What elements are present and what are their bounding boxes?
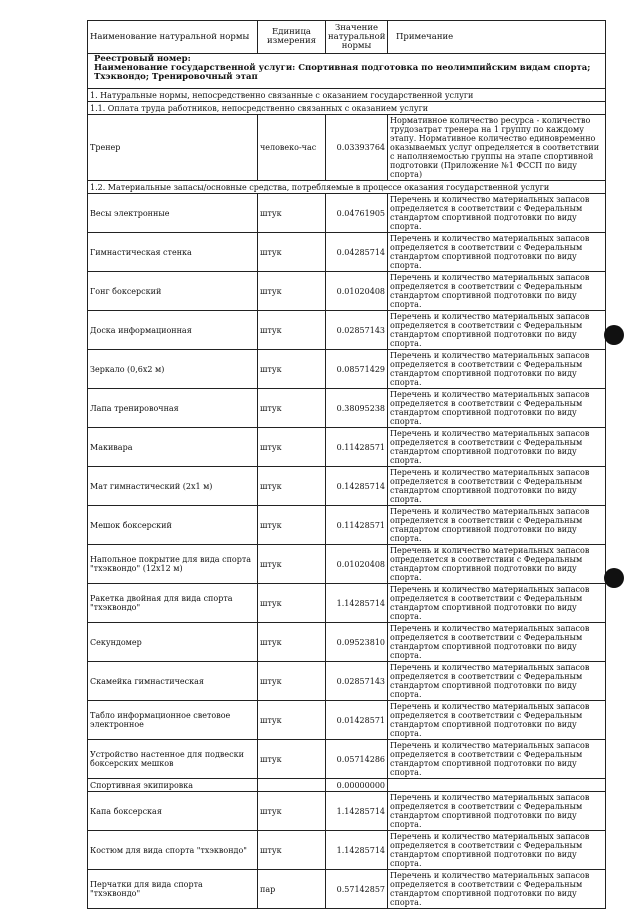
table-row xyxy=(88,194,606,233)
item-unit: штук xyxy=(258,233,326,272)
item-value: 1.14285714 xyxy=(326,584,388,623)
item-unit: штук xyxy=(258,428,326,467)
item-name: Напольное покрытие для вида спорта "тхэквондо" (12х12 м) xyxy=(88,545,258,584)
item-note: Перечень и количество материальных запасов определяется в соответствии с Федеральным стандартом спортивной подготовки по виду спорта. xyxy=(388,623,606,662)
item-note: Перечень и количество материальных запасов определяется в соответствии с Федеральным стандартом спортивной подготовки по виду спорта. xyxy=(388,311,606,350)
service-cell xyxy=(88,54,606,89)
item-value: 0.11428571 xyxy=(326,506,388,545)
item-name: Весы электронные xyxy=(88,194,258,233)
item-unit: штук xyxy=(258,467,326,506)
item-value: 1.14285714 xyxy=(326,792,388,831)
item-name: Ракетка двойная для вида спорта "тхэквондо" xyxy=(88,584,258,623)
item-value: 0.09523810 xyxy=(326,623,388,662)
trainer-name: Тренер xyxy=(88,115,258,181)
item-note: Перечень и количество материальных запасов определяется в соответствии с Федеральным стандартом спортивной подготовки по виду спорта. xyxy=(388,194,606,233)
table-row xyxy=(88,428,606,467)
item-value: 0.57142857 xyxy=(326,870,388,909)
section-1-2-title: 1.2. Материальные запасы/основные средства, потребляемые в процессе оказания государственной услуги xyxy=(88,181,606,194)
registry-number: Реестровый номер: xyxy=(94,54,191,64)
item-note: Перечень и количество материальных запасов определяется в соответствии с Федеральным стандартом спортивной подготовки по виду спорта. xyxy=(388,428,606,467)
item-note: Перечень и количество материальных запасов определяется в соответствии с Федеральным стандартом спортивной подготовки по виду спорта. xyxy=(388,233,606,272)
item-value: 0.01428571 xyxy=(326,701,388,740)
equipment-name: Спортивная экипировка xyxy=(88,779,258,792)
item-value: 0.05714286 xyxy=(326,740,388,779)
trainer-row xyxy=(88,115,606,181)
item-unit: штук xyxy=(258,311,326,350)
equipment-row xyxy=(88,779,606,792)
item-note: Перечень и количество материальных запасов определяется в соответствии с Федеральным стандартом спортивной подготовки по виду спорта. xyxy=(388,584,606,623)
item-note: Перечень и количество материальных запасов определяется в соответствии с Федеральным стандартом спортивной подготовки по виду спорта. xyxy=(388,506,606,545)
section-row xyxy=(88,181,606,194)
item-unit: штук xyxy=(258,506,326,545)
table-header-row xyxy=(88,21,606,54)
item-name: Перчатки для вида спорта "тхэквондо" xyxy=(88,870,258,909)
section-1-1-title: 1.1. Оплата труда работников, непосредственно связанных с оказанием услуги xyxy=(88,102,606,115)
item-value: 0.14285714 xyxy=(326,467,388,506)
item-unit: штук xyxy=(258,272,326,311)
service-row xyxy=(88,54,606,89)
item-name: Гимнастическая стенка xyxy=(88,233,258,272)
item-note: Перечень и количество материальных запасов определяется в соответствии с Федеральным стандартом спортивной подготовки по виду спорта. xyxy=(388,792,606,831)
trainer-note: Нормативное количество ресурса - количество трудозатрат тренера на 1 группу по каждому этапу. Нормативное количество единовременно оказываемых услуг определяется в соответствии с наполняемостью группы на этапе спортивной подготовки (Приложение №1 ФССП по виду спорта) xyxy=(388,115,606,181)
equipment-note xyxy=(388,779,606,792)
item-name: Макивара xyxy=(88,428,258,467)
item-name: Мат гимнастический (2х1 м) xyxy=(88,467,258,506)
item-name: Доска информационная xyxy=(88,311,258,350)
item-note: Перечень и количество материальных запасов определяется в соответствии с Федеральным стандартом спортивной подготовки по виду спорта. xyxy=(388,389,606,428)
item-name: Лапа тренировочная xyxy=(88,389,258,428)
item-value: 0.11428571 xyxy=(326,428,388,467)
item-unit: штук xyxy=(258,701,326,740)
table-row xyxy=(88,350,606,389)
service-name: Наименование государственной услуги: Спортивная подготовка по неолимпийским видам спорта; Тхэквондо; Тренировочный этап xyxy=(94,63,591,82)
table-row xyxy=(88,701,606,740)
table-row xyxy=(88,870,606,909)
item-value: 0.02857143 xyxy=(326,662,388,701)
item-value: 0.04285714 xyxy=(326,233,388,272)
trainer-value: 0.03393764 xyxy=(326,115,388,181)
equipment-value: 0.00000000 xyxy=(326,779,388,792)
header-value: Значение натуральной нормы xyxy=(326,21,388,54)
item-note: Перечень и количество материальных запасов определяется в соответствии с Федеральным стандартом спортивной подготовки по виду спорта. xyxy=(388,662,606,701)
item-name: Скамейка гимнастическая xyxy=(88,662,258,701)
item-note: Перечень и количество материальных запасов определяется в соответствии с Федеральным стандартом спортивной подготовки по виду спорта. xyxy=(388,272,606,311)
item-unit: пар xyxy=(258,870,326,909)
item-note: Перечень и количество материальных запасов определяется в соответствии с Федеральным стандартом спортивной подготовки по виду спорта. xyxy=(388,831,606,870)
item-unit: штук xyxy=(258,194,326,233)
table-row xyxy=(88,792,606,831)
header-note: Примечание xyxy=(388,21,606,54)
item-name: Гонг боксерский xyxy=(88,272,258,311)
item-note: Перечень и количество материальных запасов определяется в соответствии с Федеральным стандартом спортивной подготовки по виду спорта. xyxy=(388,545,606,584)
table-row xyxy=(88,623,606,662)
trainer-unit: человеко-час xyxy=(258,115,326,181)
table-row xyxy=(88,740,606,779)
table-row xyxy=(88,311,606,350)
section-1-title: 1. Натуральные нормы, непосредственно связанные с оказанием государственной услуги xyxy=(88,89,606,102)
table-row xyxy=(88,233,606,272)
item-unit: штук xyxy=(258,831,326,870)
table-row xyxy=(88,272,606,311)
item-unit: штук xyxy=(258,389,326,428)
item-name: Мешок боксерский xyxy=(88,506,258,545)
equipment-unit xyxy=(258,779,326,792)
natural-norms-table xyxy=(87,20,606,909)
punch-hole-mark xyxy=(604,568,624,588)
item-value: 0.08571429 xyxy=(326,350,388,389)
item-note: Перечень и количество материальных запасов определяется в соответствии с Федеральным стандартом спортивной подготовки по виду спорта. xyxy=(388,701,606,740)
item-unit: штук xyxy=(258,792,326,831)
section-row xyxy=(88,102,606,115)
header-unit: Единица измерения xyxy=(258,21,326,54)
table-row xyxy=(88,545,606,584)
item-unit: штук xyxy=(258,584,326,623)
table-row xyxy=(88,506,606,545)
header-name: Наименование натуральной нормы xyxy=(88,21,258,54)
item-unit: штук xyxy=(258,545,326,584)
item-unit: штук xyxy=(258,350,326,389)
item-value: 1.14285714 xyxy=(326,831,388,870)
item-note: Перечень и количество материальных запасов определяется в соответствии с Федеральным стандартом спортивной подготовки по виду спорта. xyxy=(388,467,606,506)
item-value: 0.38095238 xyxy=(326,389,388,428)
table-row xyxy=(88,584,606,623)
item-name: Устройство настенное для подвески боксерских мешков xyxy=(88,740,258,779)
item-name: Секундомер xyxy=(88,623,258,662)
table-row xyxy=(88,831,606,870)
item-note: Перечень и количество материальных запасов определяется в соответствии с Федеральным стандартом спортивной подготовки по виду спорта. xyxy=(388,870,606,909)
item-value: 0.01020408 xyxy=(326,272,388,311)
punch-hole-mark xyxy=(604,325,624,345)
item-name: Капа боксерская xyxy=(88,792,258,831)
item-value: 0.04761905 xyxy=(326,194,388,233)
item-unit: штук xyxy=(258,662,326,701)
section-row xyxy=(88,89,606,102)
item-value: 0.01020408 xyxy=(326,545,388,584)
item-unit: штук xyxy=(258,740,326,779)
table-row xyxy=(88,389,606,428)
table-row xyxy=(88,662,606,701)
item-note: Перечень и количество материальных запасов определяется в соответствии с Федеральным стандартом спортивной подготовки по виду спорта. xyxy=(388,350,606,389)
item-value: 0.02857143 xyxy=(326,311,388,350)
item-name: Зеркало (0,6х2 м) xyxy=(88,350,258,389)
item-name: Табло информационное световое электронное xyxy=(88,701,258,740)
item-name: Костюм для вида спорта "тхэквондо" xyxy=(88,831,258,870)
item-note: Перечень и количество материальных запасов определяется в соответствии с Федеральным стандартом спортивной подготовки по виду спорта. xyxy=(388,740,606,779)
item-unit: штук xyxy=(258,623,326,662)
table-row xyxy=(88,467,606,506)
